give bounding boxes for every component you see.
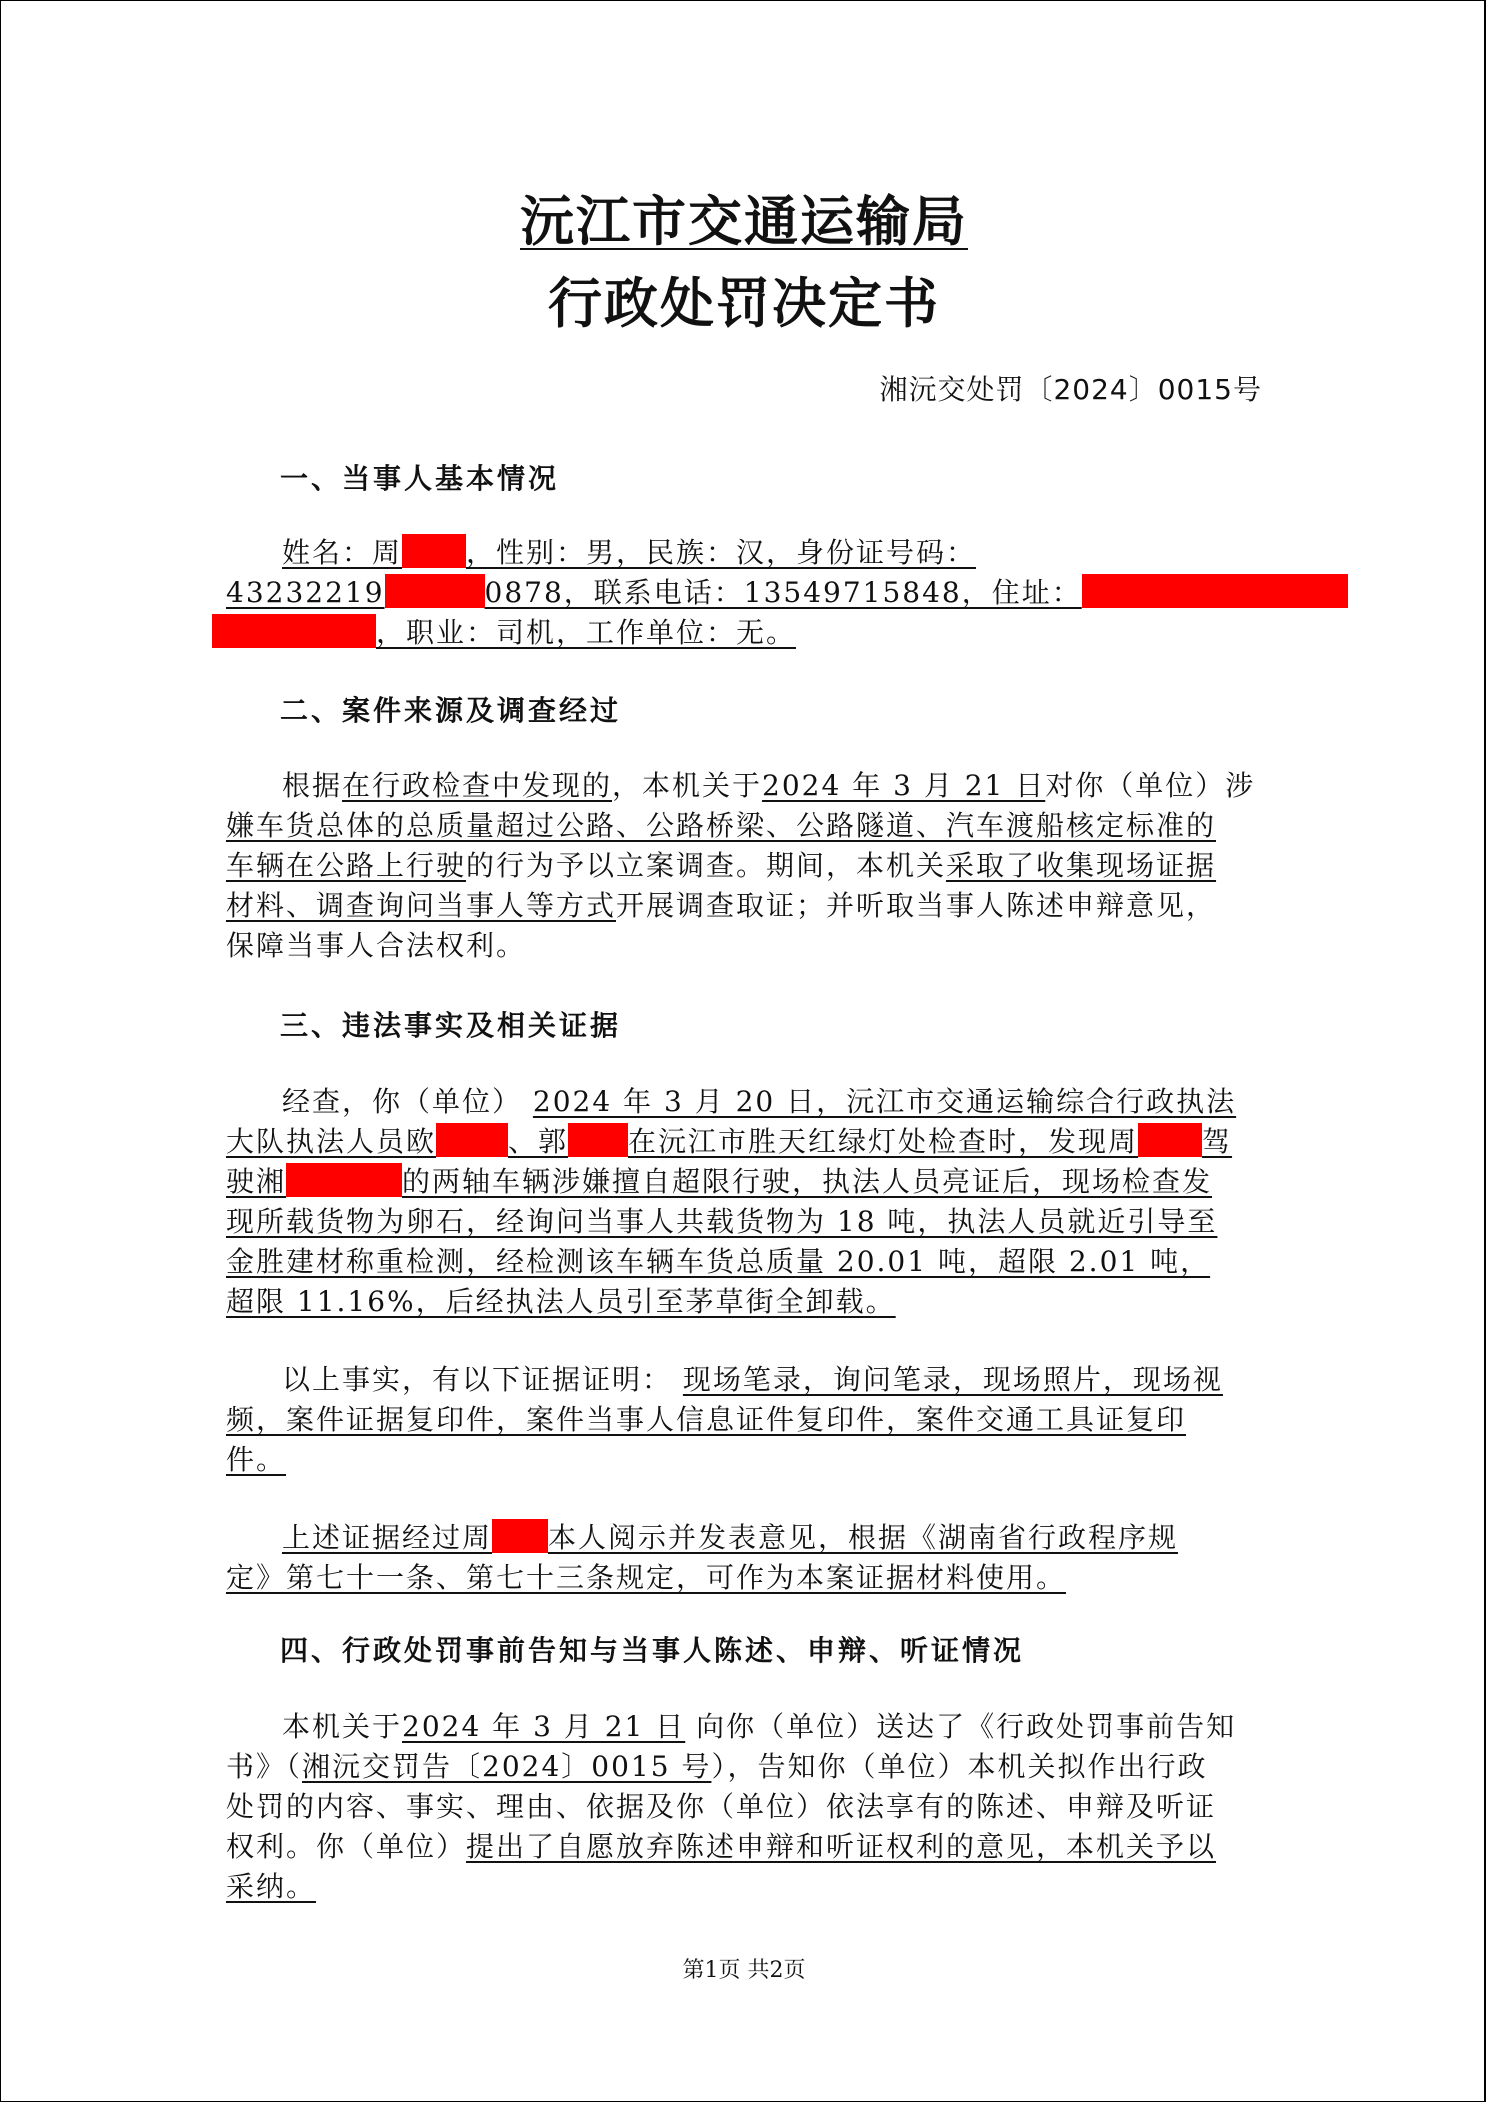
page-footer: 第1页 共2页 [682,1958,806,1983]
section-4-heading: 四、行政处罚事前告知与当事人陈述、申辩、听证情况 [280,1634,1025,1667]
redaction-officer-2 [568,1123,628,1157]
section-1-party-info: 姓名：周 ，性别：男，民族：汉，身份证号码： 43232219 0878，联系电话：13549715848，住址： ，职业：司机，工作单位：无。 [226,533,1266,653]
section-3-evidence: 以上事实，有以下证据证明： 现场笔录，询问笔录，现场照片，现场视 频，案件证据复印件，案件当事人信息证件复印件，案件交通工具证复印 件。 [226,1363,1223,1476]
section-2-heading: 二、案件来源及调查经过 [280,694,622,727]
section-3-facts: 经查，你（单位） 2024 年 3 月 20 日，沅江市交通运输综合行政执法 大队执法人员欧 、郭 在沅江市胜天红绿灯处检查时，发现周 驾 驶湘 的两轴车辆涉嫌擅自超限行驶，执法人员亮证后，现场检查发 现所载货物为卵石，经询问当事人共载货物为 18 吨，执法人员就近引导至 金胜建材称重检测，经检测该车辆车货总质量 20.01 吨，超限 2.01 吨， 超限 11.16%，后经执法人员引至茅草街全卸载。 [226,1085,1237,1318]
redaction-driver [1138,1123,1202,1157]
document-number: 湘沅交处罚〔2024〕0015号 [879,373,1262,406]
section-3-evidence-review: 上述证据经过周 本人阅示并发表意见，根据《湖南省行政程序规 定》第七十一条、第七十三条规定，可作为本案证据材料使用。 [226,1521,1179,1594]
document-title: 行政处罚决定书 [548,271,940,335]
section-3-heading: 三、违法事实及相关证据 [280,1009,622,1042]
redaction-name [402,534,466,568]
section-4-notice: 本机关于2024 年 3 月 21 日 向你（单位）送达了《行政处罚事前告知 书》（湘沅交罚告〔2024〕0015 号），告知你（单位）本机关拟作出行政 处罚的内容、事实、理由、依据及你（单位）依法享有的陈述、申辩及听证 权利。你（单位）提出了自愿放弃陈述申辩和听证权利的意见，本机关予以 采纳。 [226,1710,1237,1903]
document-title-agency: 沅江市交通运输局 [520,189,968,253]
redaction-address-cont [212,614,376,648]
redaction-party-name [492,1519,548,1553]
section-2-case-source: 根据在行政检查中发现的，本机关于2024 年 3 月 21 日对你（单位）涉 嫌车货总体的总质量超过公路、公路桥梁、公路隧道、汽车渡船核定标准的 车辆在公路上行驶的行为予以立案调查。期间，本机关采取了收集现场证据 材料、调查询问当事人等方式开展调查取证；并听取当事人陈述申辩意见， 保障当事人合法权利。 [226,769,1256,962]
redaction-officer-1 [436,1123,508,1157]
redaction-address [1082,574,1348,608]
section-1-heading: 一、当事人基本情况 [280,462,560,495]
redaction-id-number [385,574,485,608]
redaction-plate [286,1163,402,1197]
